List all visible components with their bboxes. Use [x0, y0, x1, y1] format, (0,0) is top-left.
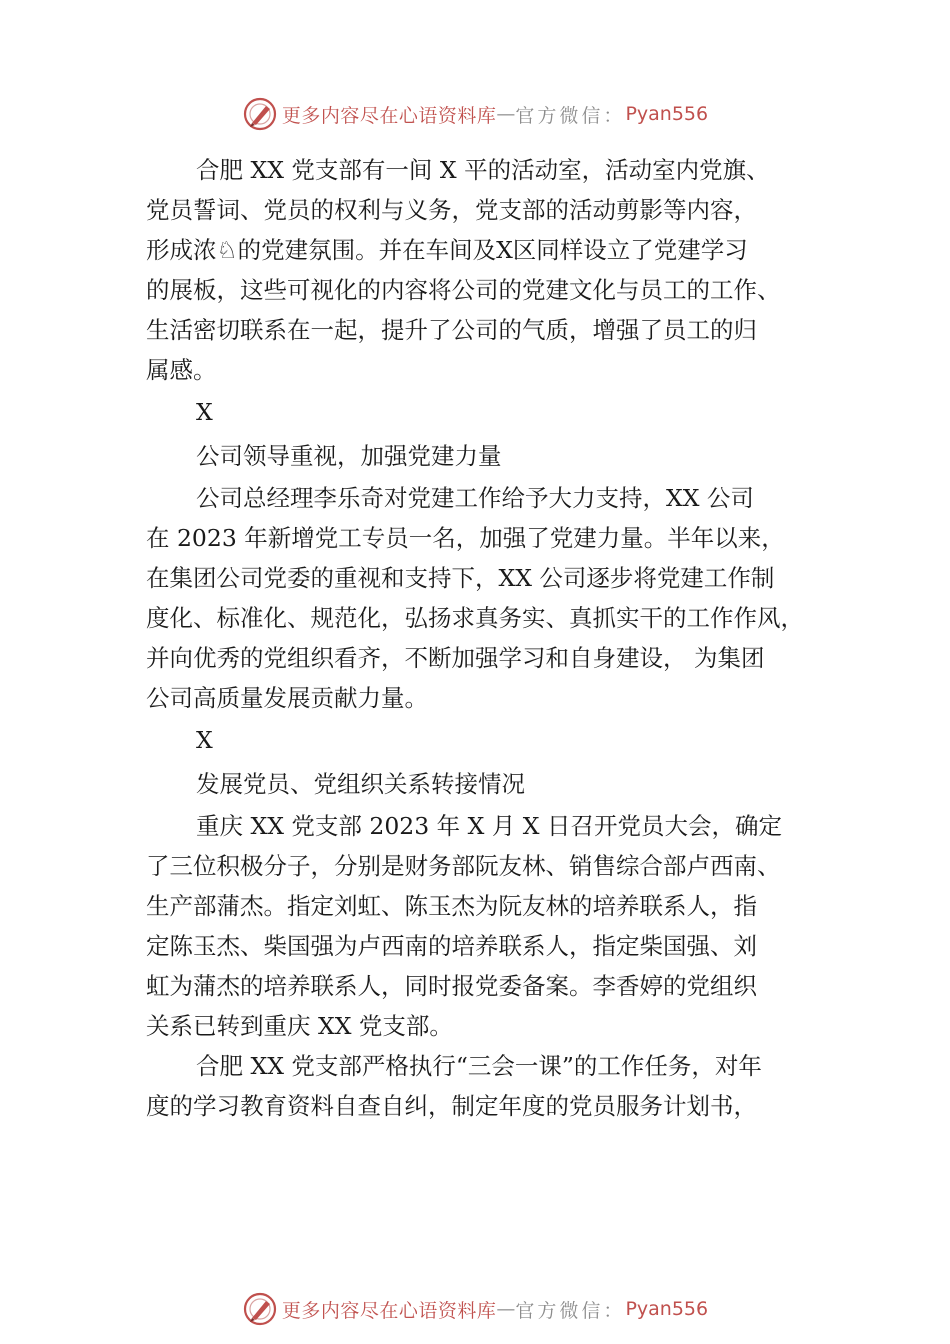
paragraph-line: 生产部蒲杰。指定刘虹、陈玉杰为阮友林的培养联系人，指	[146, 892, 757, 920]
section-heading: 公司领导重视，加强党建力量	[196, 442, 502, 470]
paragraph-line: 虹为蒲杰的培养联系人，同时报党委备案。李香婷的党组织	[146, 972, 757, 1000]
wechat-label: 官方微信：	[515, 1299, 626, 1322]
brand-dash: —	[496, 1298, 516, 1320]
wechat-label: 官方微信：	[515, 104, 626, 127]
section-number: X	[196, 398, 213, 426]
paragraph-line: 了三位积极分子，分别是财务部阮友林、销售综合部卢西南、	[146, 852, 781, 880]
paragraph-line: 公司总经理李乐奇对党建工作给予大力支持，XX 公司	[196, 484, 754, 512]
pen-logo-icon	[242, 1291, 278, 1327]
footer-banner	[0, 1289, 950, 1329]
section-number: X	[196, 726, 213, 754]
brand-dash: —	[496, 103, 516, 125]
paragraph-line: 度的学习教育资料自查自纠，制定年度的党员服务计划书，	[146, 1092, 757, 1120]
paragraph-line: 生活密切联系在一起，提升了公司的气质，增强了员工的归	[146, 316, 757, 344]
paragraph-line: 并向优秀的党组织看齐，不断加强学习和自身建设， 为集团	[146, 644, 765, 672]
paragraph-line: 属感。	[146, 356, 217, 384]
paragraph-line: 重庆 XX 党支部 2023 年 X 月 X 日召开党员大会，确定	[196, 812, 782, 840]
paragraph-line: 定陈玉杰、柴国强为卢西南的培养联系人，指定柴国强、刘	[146, 932, 757, 960]
header-banner	[0, 94, 950, 134]
paragraph-line: 公司高质量发展贡献力量。	[146, 684, 428, 712]
wechat-id: Pyan556	[625, 1298, 709, 1320]
pen-logo-icon	[242, 96, 278, 132]
brand-text: 更多内容尽在心语资料库	[281, 1299, 497, 1322]
paragraph-line: 在 2023 年新增党工专员一名，加强了党建力量。半年以来，	[146, 524, 785, 552]
paragraph-line: 的展板，这些可视化的内容将公司的党建文化与员工的工作、	[146, 276, 781, 304]
wechat-id: Pyan556	[625, 103, 709, 125]
paragraph-line: 形成浓♘的党建氛围。并在车间及Ⅹ区同样设立了党建学习	[146, 236, 748, 264]
brand-text: 更多内容尽在心语资料库	[281, 104, 497, 127]
paragraph-line: 关系已转到重庆 XX 党支部。	[146, 1012, 453, 1040]
document-body	[146, 150, 816, 1126]
paragraph-line: 合肥 XX 党支部有一间 X 平的活动室，活动室内党旗、	[196, 156, 770, 184]
paragraph-line: 度化、标准化、规范化，弘扬求真务实、真抓实干的工作作风，	[146, 604, 804, 632]
paragraph-line: 合肥 XX 党支部严格执行“三会一课”的工作任务，对年	[196, 1052, 762, 1080]
paragraph-line: 党员誓词、党员的权利与义务，党支部的活动剪影等内容，	[146, 196, 757, 224]
section-heading: 发展党员、党组织关系转接情况	[196, 770, 525, 798]
paragraph-line: 在集团公司党委的重视和支持下，XX 公司逐步将党建工作制	[146, 564, 775, 592]
